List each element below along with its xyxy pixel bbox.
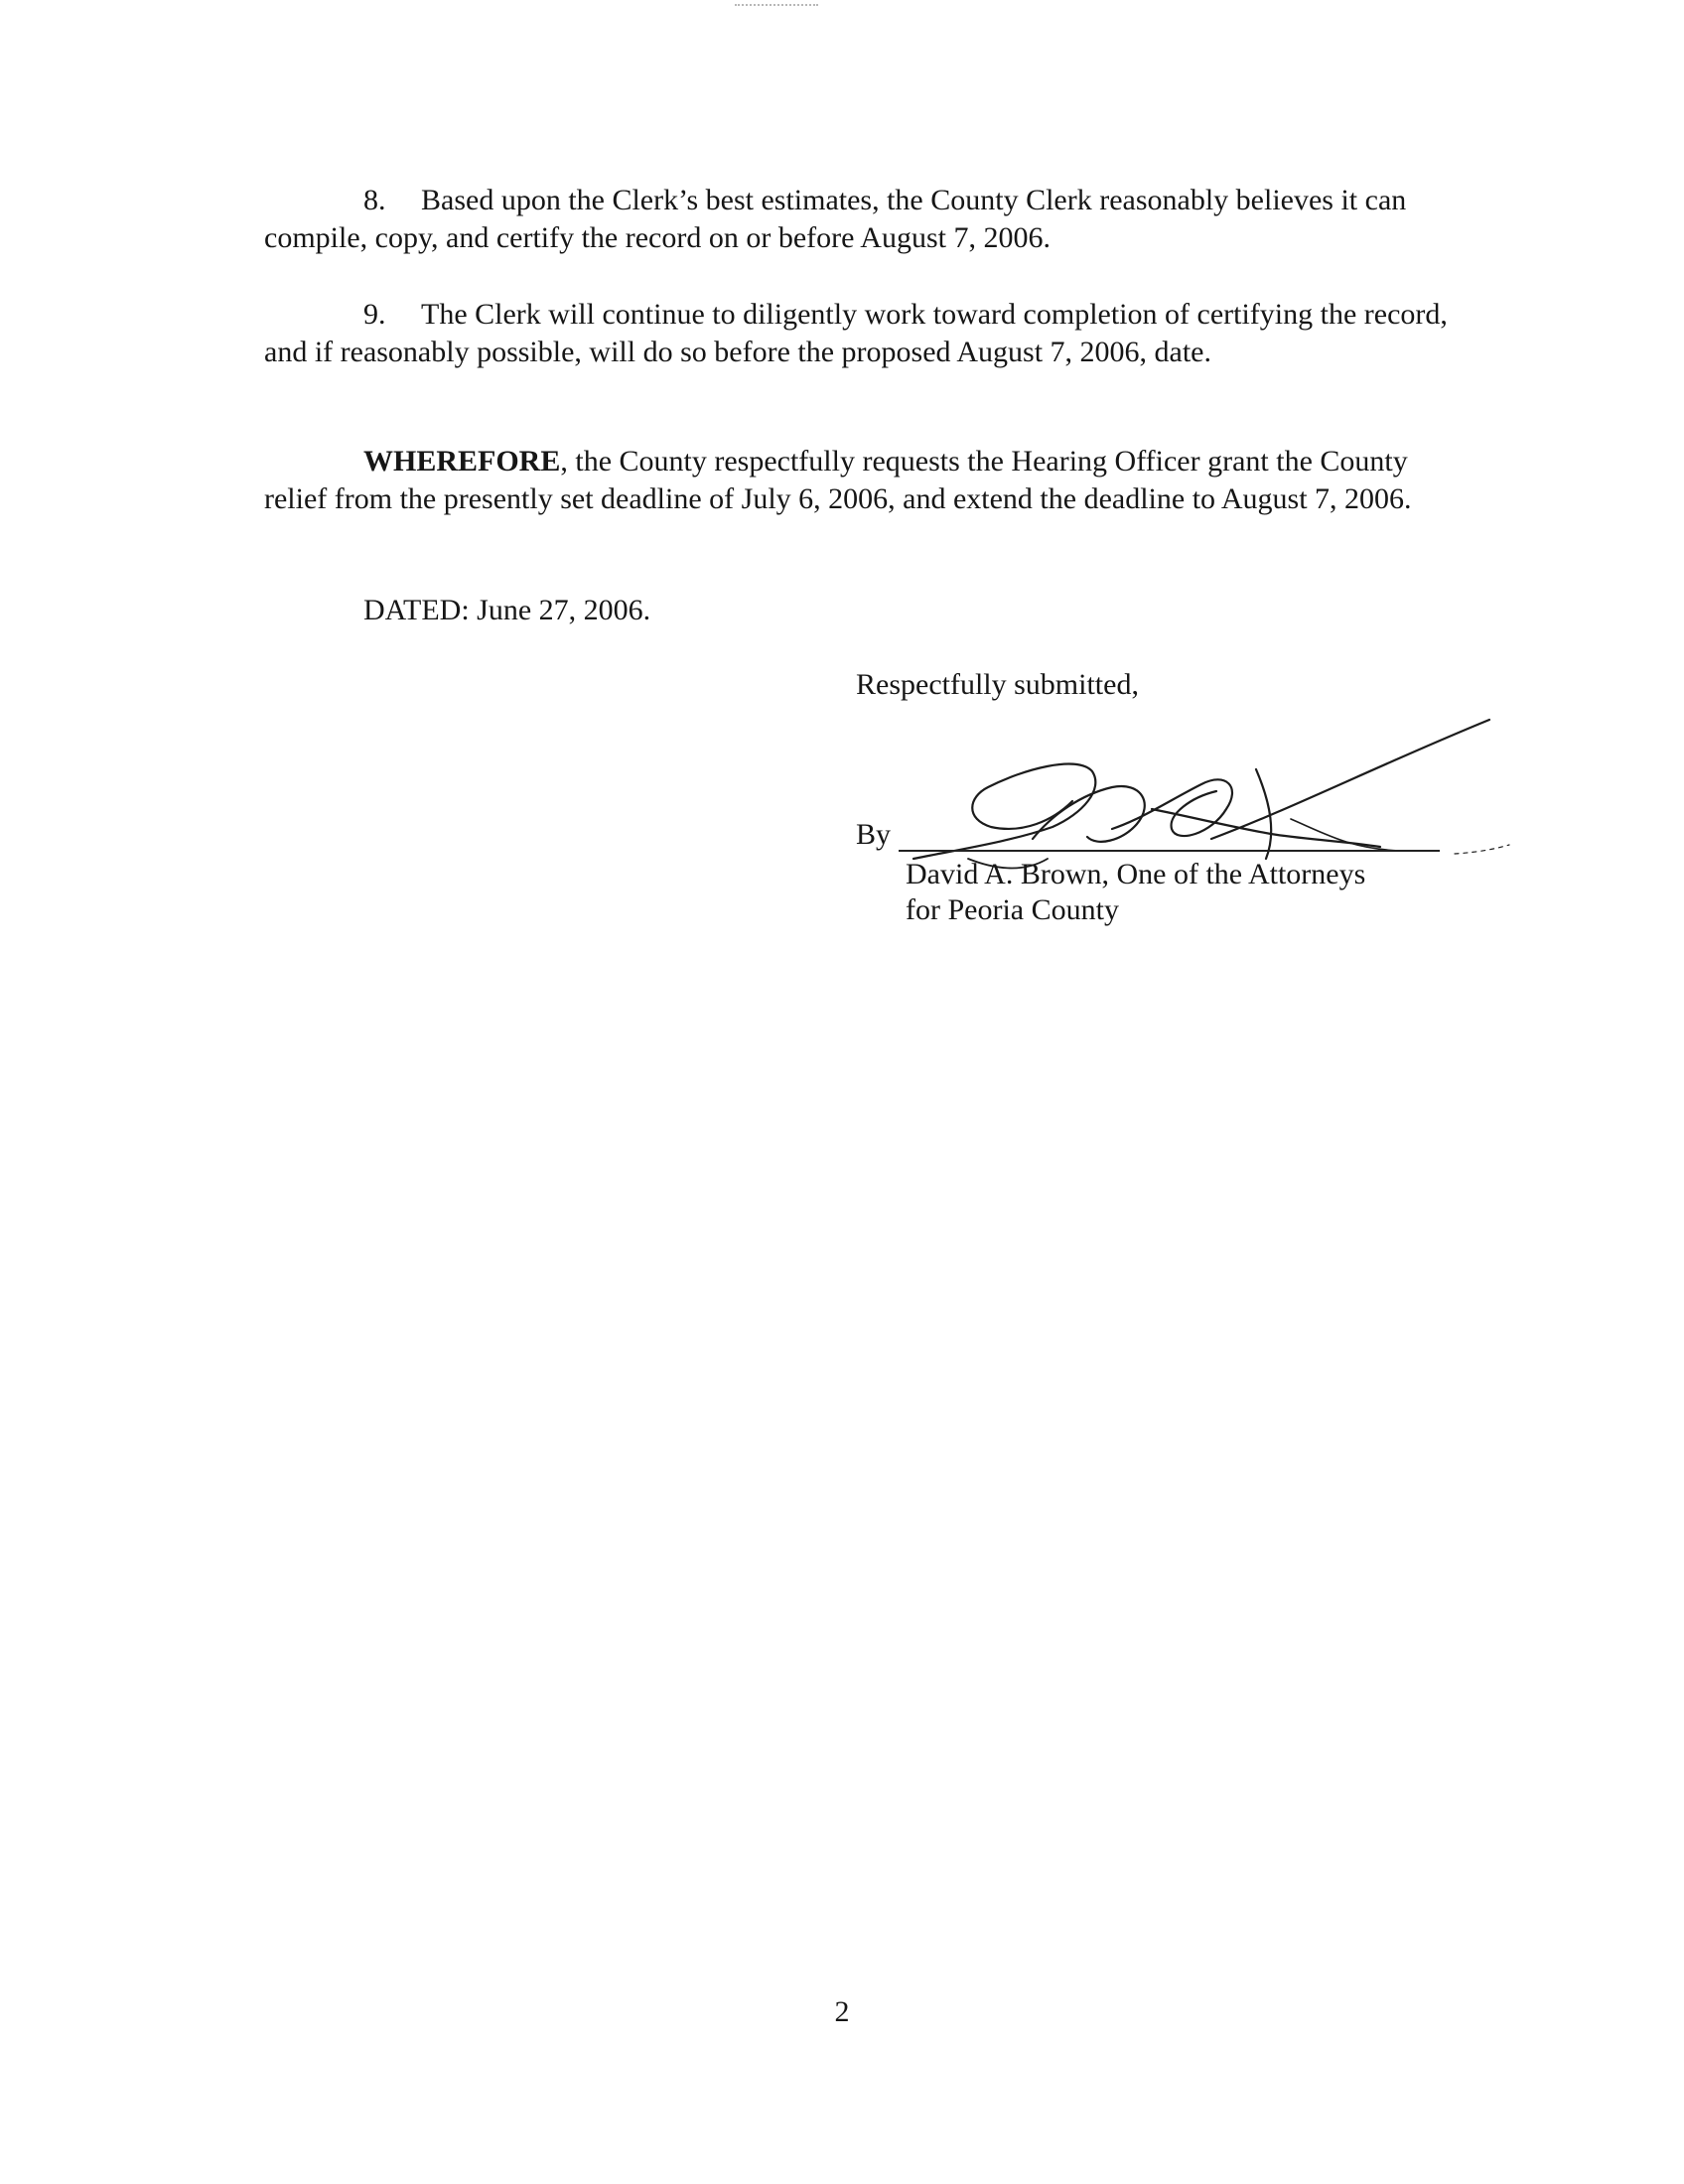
dated-line: DATED: June 27, 2006.: [363, 594, 651, 626]
paragraph-9: [264, 296, 1456, 371]
closing-text: Respectfully submitted,: [856, 668, 1139, 701]
signature-line: [899, 850, 1440, 852]
scan-artifact: [735, 4, 818, 8]
paragraph-8: [264, 182, 1456, 257]
signer-name: David A. Brown, One of the Attorneys: [906, 858, 1366, 890]
wherefore-lead: WHEREFORE: [363, 445, 561, 478]
paragraph-8-number: 8.: [363, 184, 386, 216]
paragraph-8-text: Based upon the Clerk’s best estimates, the County Clerk reasonably believes it can compile, copy, and certify the record on or before August 7, 2006.: [264, 184, 1407, 254]
signer-organization: for Peoria County: [906, 893, 1119, 926]
paragraph-9-text: The Clerk will continue to diligently work toward completion of certifying the record, and if reasonably possible, will do so before the proposed August 7, 2006, date.: [264, 298, 1448, 368]
page-number: 2: [834, 1995, 850, 2028]
wherefore-text: , the County respectfully requests the Hearing Officer grant the County relief from the presently set deadline of July 6, 2006, and extend the deadline to August 7, 2006.: [264, 445, 1412, 515]
by-label: By: [856, 818, 892, 851]
paragraph-9-number: 9.: [363, 298, 386, 331]
wherefore-paragraph: [264, 443, 1456, 518]
